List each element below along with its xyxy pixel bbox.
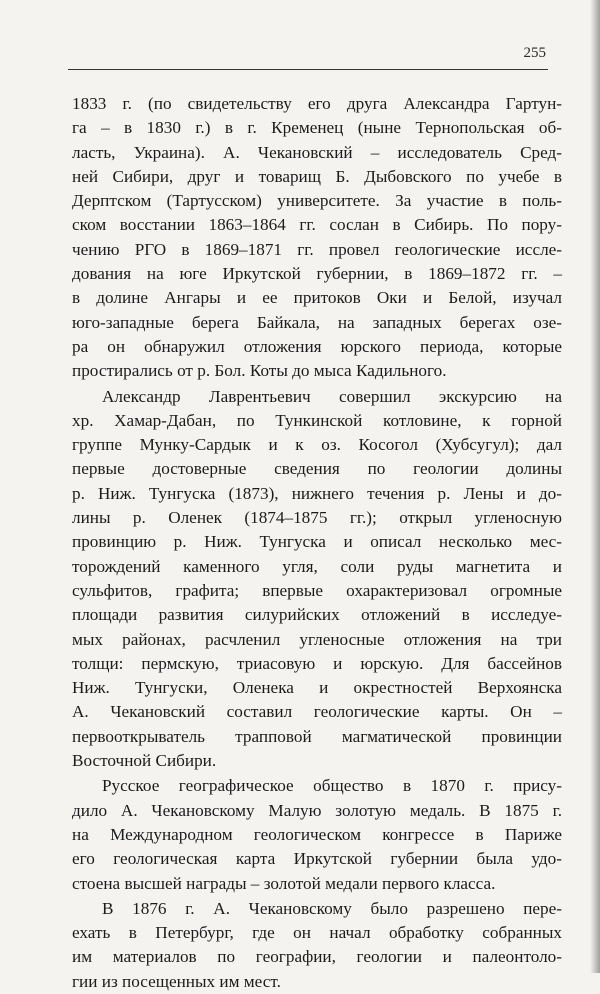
text-line: Русское географическое общество в 1870 г. прису- bbox=[102, 776, 562, 796]
text-line: га – в 1830 г.) в г. Кременец (ныне Тернопольская об- bbox=[72, 118, 562, 138]
text-line: ехать в Петербург, где он начал обработку собранных bbox=[72, 923, 562, 943]
text-line: Восточной Сибири. bbox=[72, 751, 217, 771]
text-line: стоена высшей награды – золотой медали первого класса. bbox=[72, 873, 496, 893]
text-line: гии из посещенных им мест. bbox=[72, 971, 281, 991]
text-line: провинцию р. Ниж. Тунгуска и описал несколько мес- bbox=[72, 532, 562, 552]
text-line: ском восстании 1863–1864 гг. сослан в Сибирь. По пору- bbox=[72, 215, 562, 235]
page-number: 255 bbox=[523, 45, 546, 61]
paragraph-4 bbox=[72, 897, 562, 994]
header-rule bbox=[68, 69, 548, 70]
text-line: первооткрыватель трапповой магматической провинции bbox=[72, 726, 562, 746]
text-line: дило А. Чекановскому Малую золотую медаль. В 1875 г. bbox=[72, 800, 562, 820]
text-line: толщи: пермскую, триасовую и юрскую. Для бассейнов bbox=[72, 653, 562, 673]
paragraph-3 bbox=[72, 774, 562, 895]
paragraph-2 bbox=[72, 385, 562, 774]
text-line: лины р. Оленек (1874–1875 гг.); открыл угленосную bbox=[72, 508, 562, 528]
text-line: хр. Хамар-Дабан, по Тункинской котловине, к горной bbox=[72, 410, 562, 430]
text-line: торождений каменного угля, соли руды магнетита и bbox=[72, 556, 562, 576]
text-line: юго-западные берега Байкала, на западных берегах озе- bbox=[72, 312, 562, 332]
text-line: дования на юге Иркутской губернии, в 1869–1872 гг. – bbox=[72, 264, 562, 284]
text-line: р. Ниж. Тунгуска (1873), нижнего течения р. Лены и до- bbox=[72, 483, 562, 503]
text-line: Александр Лаврентьевич совершил экскурсию на bbox=[102, 386, 562, 406]
text-line: Дерптском (Тартусском) университете. За участие в поль- bbox=[72, 191, 562, 211]
text-line: на Международном геологическом конгрессе в Париже bbox=[72, 824, 562, 844]
text-line: ней Сибири, друг и товарищ Б. Дыбовского по учебе в bbox=[72, 166, 562, 186]
text-line: чению РГО в 1869–1871 гг. провел геологические иссле- bbox=[72, 239, 562, 259]
text-line: простирались от р. Бол. Коты до мыса Кадильного. bbox=[72, 361, 447, 381]
text-line: Ниж. Тунгуски, Оленека и окрестностей Верхоянска bbox=[72, 678, 562, 698]
text-line: первые достоверные сведения по геологии долины bbox=[72, 459, 562, 479]
text-line: мых районах, расчленил угленосные отложения на три bbox=[72, 629, 562, 649]
text-line: группе Мунку-Сардык и к оз. Косогол (Хубсугул); дал bbox=[72, 435, 562, 455]
text-line: его геологическая карта Иркутской губернии была удо- bbox=[72, 849, 562, 869]
text-line: 1833 г. (по свидетельству его друга Александра Гартун- bbox=[72, 94, 562, 113]
text-line: А. Чекановский составил геологические карты. Он – bbox=[72, 702, 562, 722]
page-edge-shadow bbox=[590, 0, 600, 973]
text-line: площади развития силурийских отложений в исследуе- bbox=[72, 605, 562, 625]
page-body bbox=[72, 92, 562, 994]
text-line: ра он обнаружил отложения юрского периода, которые bbox=[72, 336, 562, 356]
text-line: в долине Ангары и ее притоков Оки и Белой, изучал bbox=[72, 288, 562, 308]
text-line: им материалов по географии, геологии и палеонтоло- bbox=[72, 947, 562, 967]
text-line: В 1876 г. А. Чекановскому было разрешено пере- bbox=[102, 898, 562, 918]
text-line: сульфитов, графита; впервые охарактеризовал огромные bbox=[72, 580, 562, 600]
paragraph-1 bbox=[72, 92, 562, 384]
text-line: ласть, Украина). А. Чекановский – исследователь Сред- bbox=[72, 142, 562, 162]
